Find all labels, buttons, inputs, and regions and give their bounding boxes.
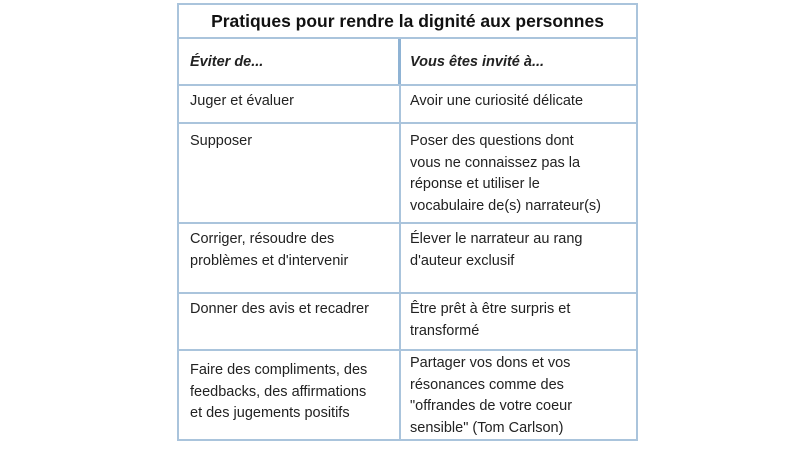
avoid-cell — [179, 224, 401, 292]
header-invited: Vous êtes invité à... — [410, 54, 545, 70]
invited-cell — [401, 294, 636, 349]
avoid-cell — [179, 86, 401, 122]
table-header-row — [179, 39, 636, 86]
table-row — [179, 294, 636, 351]
avoid-cell — [179, 351, 401, 439]
table-row — [179, 224, 636, 294]
practices-table — [177, 3, 638, 441]
table-title: Pratiques pour rendre la dignité aux personnes — [179, 5, 636, 39]
cell-line: et des jugements positifs — [190, 405, 350, 421]
cell-line: feedbacks, des affirmations — [190, 383, 367, 400]
cell-line: "offrandes de votre coeur — [410, 398, 573, 414]
avoid-cell — [179, 124, 401, 222]
table-row — [179, 86, 636, 124]
cell-line: Corriger, résoudre des — [190, 231, 335, 247]
avoid-cell — [179, 294, 401, 349]
invited-cell — [401, 351, 636, 439]
cell-line: vous ne connaissez pas la — [410, 154, 581, 171]
cell-line: Poser des questions dont — [410, 133, 574, 149]
cell-line: Donner des avis et recadrer — [190, 301, 369, 317]
cell-line: Supposer — [190, 133, 253, 149]
invited-cell — [401, 224, 636, 292]
cell-line: Avoir une curiosité délicate — [410, 93, 584, 109]
header-avoid: Éviter de... — [179, 39, 401, 84]
table-row — [179, 351, 636, 439]
cell-line: Juger et évaluer — [190, 93, 294, 109]
cell-line: Partager vos dons et vos — [410, 355, 571, 371]
cell-line: vocabulaire de(s) narrateur(s) — [410, 197, 601, 214]
invited-cell — [401, 86, 636, 122]
table-row — [179, 124, 636, 224]
cell-line: Être prêt à être surpris et — [410, 301, 571, 317]
cell-line: résonances comme des — [410, 376, 564, 393]
cell-line: problèmes et d'intervenir — [190, 252, 349, 269]
cell-line: transformé — [410, 322, 480, 339]
cell-line: Élever le narrateur au rang — [410, 231, 583, 247]
invited-cell — [401, 124, 636, 222]
cell-line: sensible" (Tom Carlson) — [410, 419, 564, 436]
cell-line: d'auteur exclusif — [410, 252, 515, 269]
cell-line: Faire des compliments, des — [190, 362, 368, 378]
cell-line: réponse et utiliser le — [410, 176, 540, 192]
